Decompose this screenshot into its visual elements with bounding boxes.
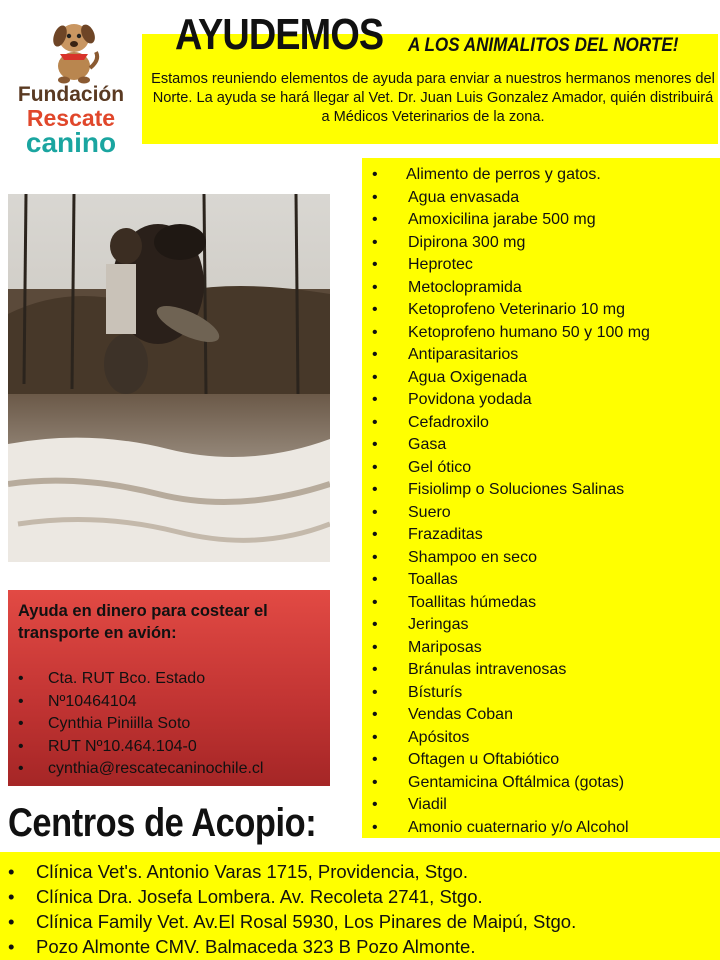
donation-email: • cynthia@rescatecaninochile.cl xyxy=(18,758,263,781)
list-item: • Cynthia Piniilla Soto xyxy=(18,713,263,736)
list-item: • RUT Nº10.464.104-0 xyxy=(18,736,263,759)
list-item: • Toallas xyxy=(370,569,650,592)
list-item: • Vendas Coban xyxy=(370,704,650,727)
list-item: • Cta. RUT Bco. Estado xyxy=(18,668,263,691)
list-item: • Gel ótico xyxy=(370,457,650,480)
list-item: • Pozo Almonte CMV. Balmaceda 323 B Pozo Almonte. xyxy=(8,934,576,959)
rescue-photo xyxy=(8,194,330,562)
list-item: • Antiparasitarios xyxy=(370,344,650,367)
dog-logo-icon xyxy=(44,14,100,84)
logo-line-rescate: Rescate xyxy=(26,105,116,131)
list-item: • Heprotec xyxy=(370,254,650,277)
list-item: • Oftagen u Oftabiótico xyxy=(370,749,650,772)
list-item: • Viadil xyxy=(370,794,650,817)
list-item: • Povidona yodada xyxy=(370,389,650,412)
list-item: • Gentamicina Oftálmica (gotas) xyxy=(370,772,650,795)
list-item: • Nº10464104 xyxy=(18,691,263,714)
list-item: • Clínica Dra. Josefa Lombera. Av. Recoleta 2741, Stgo. xyxy=(8,884,576,909)
list-item: • Bránulas intravenosas xyxy=(370,659,650,682)
donation-details xyxy=(18,668,263,781)
list-item: • Frazaditas xyxy=(370,524,650,547)
page-subtitle: A LOS ANIMALITOS DEL NORTE! xyxy=(408,35,679,56)
list-item: • Suero xyxy=(370,502,650,525)
list-item: • Amonio cuaternario y/o Alcohol xyxy=(370,817,650,840)
list-item: • Cefadroxilo xyxy=(370,412,650,435)
supplies-list xyxy=(370,164,650,839)
logo-line-canino: canino xyxy=(25,127,117,158)
list-item: • Clínica Vet's. Antonio Varas 1715, Providencia, Stgo. xyxy=(8,859,576,884)
page-title: AYUDEMOS xyxy=(175,10,384,59)
intro-paragraph: Estamos reuniendo elementos de ayuda para enviar a nuestros hermanos menores del Norte. La ayuda se hará llegar al Vet. Dr. Juan Luis Gonzalez Amador, quién distribuirá a Médicos Veterinarios de la zona. xyxy=(151,71,715,125)
list-item: • Agua envasada xyxy=(370,187,650,210)
list-item: • Gasa xyxy=(370,434,650,457)
list-item: • Apósitos xyxy=(370,727,650,750)
list-item: • Clínica Family Vet. Av.El Rosal 5930, Los Pinares de Maipú, Stgo. xyxy=(8,909,576,934)
list-item: • Ketoprofeno Veterinario 10 mg xyxy=(370,299,650,322)
list-item: • Alimento de perros y gatos. xyxy=(370,164,650,187)
list-item: • Jeringas xyxy=(370,614,650,637)
list-item: • Dipirona 300 mg xyxy=(370,232,650,255)
collection-centers-title: Centros de Acopio: xyxy=(8,801,317,845)
logo-line-fundacion: Fundación xyxy=(17,83,125,106)
list-item: • Toallitas húmedas xyxy=(370,592,650,615)
list-item: • Fisiolimp o Soluciones Salinas xyxy=(370,479,650,502)
foundation-logo xyxy=(4,14,138,158)
list-item: • Mariposas xyxy=(370,637,650,660)
list-item: • Bísturís xyxy=(370,682,650,705)
list-item: • Amoxicilina jarabe 500 mg xyxy=(370,209,650,232)
list-item: • Agua Oxigenada xyxy=(370,367,650,390)
donation-heading: Ayuda en dinero para costear el transporte en avión: xyxy=(18,602,268,642)
collection-centers-list xyxy=(8,859,576,959)
list-item: • Shampoo en seco xyxy=(370,547,650,570)
list-item: • Ketoprofeno humano 50 y 100 mg xyxy=(370,322,650,345)
list-item: • Metoclopramida xyxy=(370,277,650,300)
